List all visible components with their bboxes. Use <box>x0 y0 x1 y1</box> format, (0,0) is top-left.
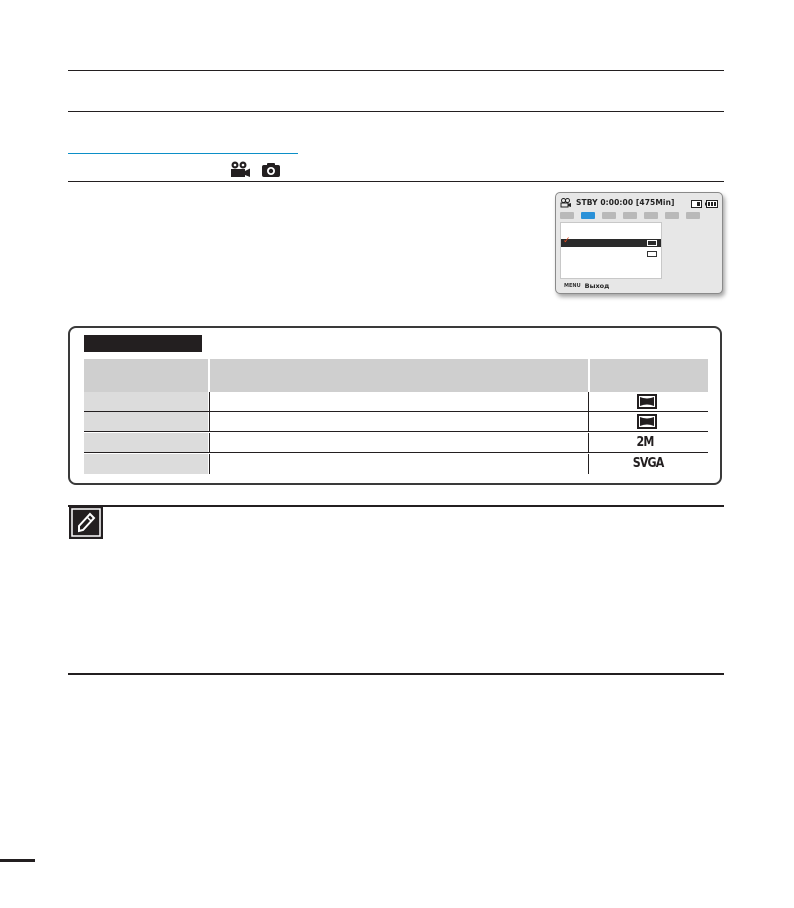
lcd-footer <box>564 282 609 290</box>
header-rule-bottom <box>68 111 724 112</box>
check-mark-icon: ✓ <box>563 236 571 246</box>
battery-icon <box>705 193 718 212</box>
photo-camera-icon <box>261 162 281 178</box>
lcd-option-selected <box>561 236 661 247</box>
table-divider <box>588 412 589 431</box>
section-rule <box>68 181 724 182</box>
video-camera-icon <box>229 161 251 178</box>
lcd-tab-settings-d <box>686 212 700 219</box>
lcd-tab-settings-b <box>644 212 658 219</box>
wide-photo-size-icon <box>637 413 657 430</box>
lcd-tab-quality <box>602 212 616 219</box>
table-row <box>84 392 708 412</box>
resolution-2m-icon <box>635 434 655 451</box>
table-header-content <box>210 359 588 392</box>
table-header-item <box>84 359 208 392</box>
footer-rule <box>68 673 724 675</box>
resolution-svga-icon <box>630 455 666 472</box>
page-number-mark <box>0 859 35 862</box>
table-divider <box>209 433 210 452</box>
table-row-label <box>84 433 208 452</box>
section-title-underline <box>68 153 298 154</box>
lcd-exit-label: Выход <box>584 282 610 290</box>
table-divider <box>209 392 210 411</box>
option-size-icon <box>647 251 657 257</box>
table-divider <box>588 392 589 411</box>
resolution-2m-text: 2M <box>636 435 654 450</box>
option-size-icon <box>647 240 657 246</box>
table-row <box>84 454 708 474</box>
table-divider <box>588 454 589 474</box>
resolution-svga-text: SVGA <box>632 456 664 471</box>
table-divider <box>588 433 589 452</box>
lcd-menu-key: MENU <box>564 283 581 289</box>
memory-card-icon <box>691 193 702 212</box>
note-pencil-icon <box>69 506 103 539</box>
lcd-tab-resolution <box>560 212 574 219</box>
note-rule <box>68 505 724 507</box>
wide-photo-size-icon <box>637 393 657 410</box>
table-row-label <box>84 412 208 431</box>
table-row <box>84 433 708 453</box>
lcd-status-text: STBY 0:00:00 [475Min] <box>576 197 675 207</box>
lcd-tab-settings-c <box>665 212 679 219</box>
lcd-option-list <box>560 222 662 279</box>
table-row <box>84 412 708 432</box>
lcd-status-bar <box>560 196 718 208</box>
table-divider <box>209 412 210 431</box>
table-header-display <box>590 359 708 392</box>
mode-icons <box>229 161 281 178</box>
table-title-bar <box>84 335 202 352</box>
table-row-label <box>84 392 208 411</box>
table-row-label <box>84 454 208 474</box>
lcd-tab-photo-size <box>581 212 595 219</box>
lcd-menu-tabs <box>560 211 718 220</box>
camcorder-mode-icon <box>560 193 572 212</box>
lcd-tab-settings-a <box>623 212 637 219</box>
header-rule-top <box>68 70 724 71</box>
table-divider <box>209 454 210 474</box>
lcd-screen-preview <box>555 192 723 294</box>
lcd-option <box>561 250 661 258</box>
